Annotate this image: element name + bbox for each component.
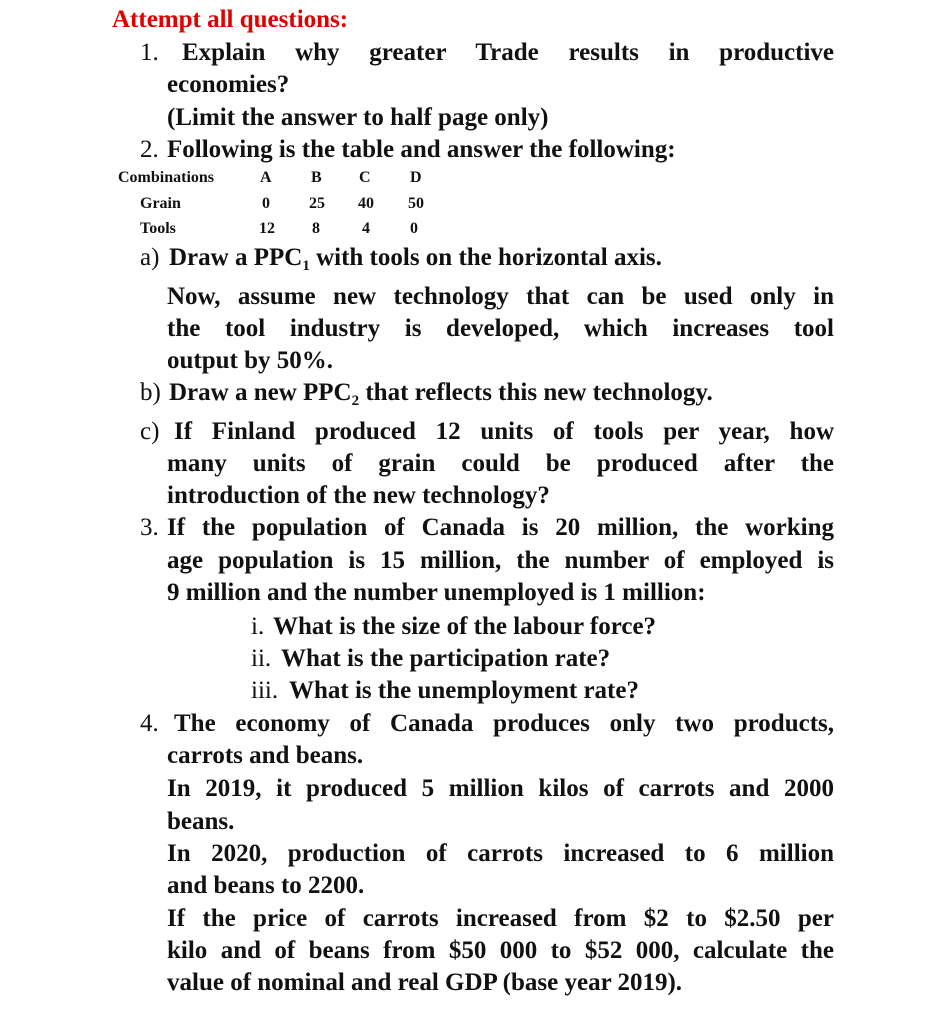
q3-line-3: 9 million and the number unemployed is 1 million: [167,579,706,606]
q4-line-8: kilo and of beans from $50 000 to $52 000, calculate the [167,937,834,964]
table-cell: 40 [358,195,374,212]
table-header-d: D [410,169,422,186]
q4-line-1: The economy of Canada produces only two products, [174,710,834,737]
q4-line-5: In 2020, production of carrots increased to 6 million [167,840,834,867]
q1-note: (Limit the answer to half page only) [167,104,549,131]
table-row-grain-label: Grain [140,195,181,212]
q2-context-line-1: Now, assume new technology that can be used only in [167,283,834,310]
instructions-heading: Attempt all questions: [112,6,349,33]
q4-line-6: and beans to 2200. [167,872,365,899]
table-cell: 0 [410,220,418,237]
q3-sub-ii-number: ii. [251,645,272,672]
q2-text: Following is the table and answer the following: [167,136,676,163]
table-cell: 25 [309,195,325,212]
q4-line-3: In 2019, it produced 5 million kilos of carrots and 2000 [167,775,834,802]
q2b-text: Draw a new $PPC_2$ that reflects this new technology. [169,379,713,409]
q3-sub-iii-number: iii. [251,677,279,704]
q4-line-2: carrots and beans. [167,742,364,769]
q4-line-9: value of nominal and real GDP (base year 2019). [167,969,683,996]
table-cell: 50 [408,195,424,212]
q4-line-4: beans. [167,808,235,835]
q3-sub-i-text: What is the size of the labour force? [273,613,657,640]
q2c-line-2: many units of grain could be produced after the [167,450,834,477]
table-cell: 8 [312,220,320,237]
q2-context-line-3: output by 50%. [167,347,334,374]
table-cell: 0 [262,195,270,212]
q2c-label: c) [140,418,160,445]
q1-number: 1. [140,39,159,66]
table-row-tools-label: Tools [140,220,176,237]
table-header-c: C [359,169,371,186]
q3-number: 3. [140,514,159,541]
q1-line-1: Explain why greater Trade results in productive [182,39,834,66]
q3-line-1: If the population of Canada is 20 million, the working [167,514,834,541]
q2a-label: a) [140,244,160,271]
q4-number: 4. [140,710,159,737]
q3-sub-i-number: i. [251,613,265,640]
q2a-text: Draw a $PPC_1$ with tools on the horizontal axis. [169,244,662,274]
table-cell: 4 [362,220,370,237]
table-header-a: A [260,169,272,186]
q4-line-7: If the price of carrots increased from $2 to $2.50 per [167,905,834,932]
q3-sub-ii-text: What is the participation rate? [281,645,611,672]
q2-number: 2. [140,136,159,163]
q2c-line-1: If Finland produced 12 units of tools per year, how [174,418,834,445]
q3-line-2: age population is 15 million, the number of employed is [167,547,834,574]
q2c-line-3: introduction of the new technology? [167,482,550,509]
q1-line-2: economies? [167,71,290,98]
q2-context-line-2: the tool industry is developed, which increases tool [167,315,834,342]
table-cell: 12 [259,220,275,237]
q2b-label: b) [140,379,161,406]
table-header-b: B [311,169,322,186]
q3-sub-iii-text: What is the unemployment rate? [289,677,639,704]
table-header-label: Combinations [118,169,215,186]
